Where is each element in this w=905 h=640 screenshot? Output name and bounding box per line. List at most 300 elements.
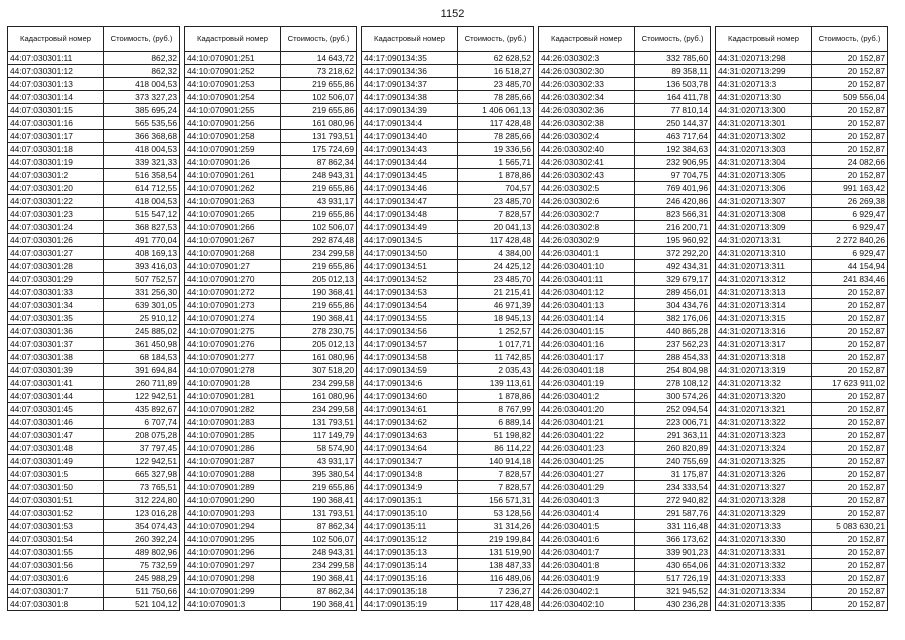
cadastral-number-cell: 44:07:030301:17: [8, 130, 104, 143]
table-row: [362, 247, 534, 260]
cost-cell: 769 401,96: [635, 182, 711, 195]
cost-cell: 190 368,41: [281, 286, 357, 299]
cadastral-number-cell: 44:31:020713:321: [716, 403, 812, 416]
table-row: [8, 195, 180, 208]
table-row: [716, 208, 888, 221]
cost-cell: 234 299,58: [281, 247, 357, 260]
table-row: [8, 117, 180, 130]
cadastral-number-cell: 44:17:090134:57: [362, 338, 458, 351]
cadastral-number-cell: 44:26:030302:40: [539, 143, 635, 156]
table-row: [362, 91, 534, 104]
header-cost: Стоимость, (руб.): [281, 27, 357, 52]
cadastral-number-cell: 44:10:070901:267: [185, 234, 281, 247]
cost-cell: 511 750,66: [104, 585, 180, 598]
cadastral-number-cell: 44:17:090134:46: [362, 182, 458, 195]
table-row: [185, 494, 357, 507]
cost-cell: 6 889,14: [458, 416, 534, 429]
table-row: [716, 416, 888, 429]
table-row: [716, 598, 888, 611]
cost-cell: 1 878,86: [458, 169, 534, 182]
cost-cell: 122 942,51: [104, 390, 180, 403]
table-row: [362, 221, 534, 234]
cadastral-number-cell: 44:26:030401:17: [539, 351, 635, 364]
table-row: [8, 546, 180, 559]
cadastral-number-cell: 44:07:030301:35: [8, 312, 104, 325]
cost-cell: 131 793,51: [281, 507, 357, 520]
cadastral-number-cell: 44:10:070901:298: [185, 572, 281, 585]
table-row: [362, 143, 534, 156]
header-cadastral-number: Кадастровый номер: [185, 27, 281, 52]
table-row: [8, 104, 180, 117]
table-row: [539, 325, 711, 338]
cost-cell: 25 910,12: [104, 312, 180, 325]
cost-cell: 614 712,55: [104, 182, 180, 195]
cost-cell: 8 767,99: [458, 403, 534, 416]
cadastral-number-cell: 44:26:030302:43: [539, 169, 635, 182]
cadastral-number-cell: 44:26:030402:1: [539, 585, 635, 598]
cadastral-number-cell: 44:17:090134:63: [362, 429, 458, 442]
cost-cell: 368 827,53: [104, 221, 180, 234]
cost-cell: 43 931,17: [281, 195, 357, 208]
cadastral-number-cell: 44:26:030401:21: [539, 416, 635, 429]
cadastral-number-cell: 44:17:090134:39: [362, 104, 458, 117]
cost-cell: 44 154,94: [812, 260, 888, 273]
table-row: [716, 260, 888, 273]
cadastral-number-cell: 44:26:030401:18: [539, 364, 635, 377]
cadastral-number-cell: 44:31:020713:334: [716, 585, 812, 598]
cadastral-number-cell: 44:26:030302:38: [539, 117, 635, 130]
table-row: [362, 429, 534, 442]
table-row: [539, 416, 711, 429]
table-row: [185, 65, 357, 78]
cost-cell: 20 041,13: [458, 221, 534, 234]
cost-cell: 205 012,13: [281, 338, 357, 351]
cadastral-number-cell: 44:10:070901:282: [185, 403, 281, 416]
table-row: [716, 390, 888, 403]
cost-cell: 20 152,87: [812, 455, 888, 468]
cadastral-number-cell: 44:07:030301:20: [8, 182, 104, 195]
table-row: [185, 104, 357, 117]
cost-cell: 20 152,87: [812, 494, 888, 507]
table-row: [539, 520, 711, 533]
table-row: [8, 78, 180, 91]
table-row: [539, 390, 711, 403]
table-row: [185, 533, 357, 546]
cost-cell: 20 152,87: [812, 52, 888, 65]
cost-cell: 440 865,28: [635, 325, 711, 338]
cost-cell: 20 152,87: [812, 429, 888, 442]
table-row: [539, 442, 711, 455]
table-row: [539, 234, 711, 247]
cost-cell: 5 083 630,21: [812, 520, 888, 533]
cadastral-number-cell: 44:26:030302:6: [539, 195, 635, 208]
cadastral-number-cell: 44:31:020713:326: [716, 468, 812, 481]
table-row: [716, 507, 888, 520]
table-row: [8, 494, 180, 507]
cadastral-number-cell: 44:17:090135:14: [362, 559, 458, 572]
cadastral-number-cell: 44:07:030301:23: [8, 208, 104, 221]
table-row: [185, 598, 357, 611]
table-row: [362, 299, 534, 312]
table-row: [8, 260, 180, 273]
cost-cell: 24 082,66: [812, 156, 888, 169]
cadastral-table-3: [361, 26, 534, 611]
cadastral-number-cell: 44:10:070901:287: [185, 455, 281, 468]
table-row: [185, 481, 357, 494]
cadastral-number-cell: 44:10:070901:262: [185, 182, 281, 195]
cost-cell: 86 114,22: [458, 442, 534, 455]
table-row: [185, 312, 357, 325]
cadastral-number-cell: 44:31:020713:327: [716, 481, 812, 494]
table-row: [185, 572, 357, 585]
cadastral-number-cell: 44:17:090134:51: [362, 260, 458, 273]
cadastral-number-cell: 44:10:070901:281: [185, 390, 281, 403]
cost-cell: 122 942,51: [104, 455, 180, 468]
cadastral-number-cell: 44:17:090134:5: [362, 234, 458, 247]
table-row: [185, 377, 357, 390]
table-row: [539, 221, 711, 234]
cadastral-number-cell: 44:17:090135:12: [362, 533, 458, 546]
table-row: [185, 78, 357, 91]
cadastral-number-cell: 44:17:090135:1: [362, 494, 458, 507]
table-row: [362, 104, 534, 117]
cadastral-number-cell: 44:31:020713:319: [716, 364, 812, 377]
cost-cell: 521 104,12: [104, 598, 180, 611]
table-row: [8, 156, 180, 169]
table-row: [539, 481, 711, 494]
cost-cell: 190 368,41: [281, 312, 357, 325]
cost-cell: 219 655,86: [281, 104, 357, 117]
cost-cell: 20 152,87: [812, 507, 888, 520]
cost-cell: 219 655,86: [281, 208, 357, 221]
cost-cell: 97 704,75: [635, 169, 711, 182]
table-row: [185, 546, 357, 559]
cadastral-number-cell: 44:26:030302:36: [539, 104, 635, 117]
cost-cell: 192 384,63: [635, 143, 711, 156]
cost-cell: 372 292,20: [635, 247, 711, 260]
table-row: [362, 533, 534, 546]
cost-cell: 6 707,74: [104, 416, 180, 429]
cost-cell: 51 198,82: [458, 429, 534, 442]
cadastral-number-cell: 44:07:030301:12: [8, 65, 104, 78]
table-row: [716, 442, 888, 455]
cost-cell: 240 755,69: [635, 455, 711, 468]
table-row: [185, 468, 357, 481]
cadastral-number-cell: 44:26:030401:29: [539, 481, 635, 494]
table-row: [716, 520, 888, 533]
header-cadastral-number: Кадастровый номер: [539, 27, 635, 52]
cost-cell: 20 152,87: [812, 390, 888, 403]
table-row: [8, 325, 180, 338]
cadastral-number-cell: 44:07:030301:46: [8, 416, 104, 429]
cost-cell: 156 571,31: [458, 494, 534, 507]
cadastral-number-cell: 44:26:030401:11: [539, 273, 635, 286]
table-row: [8, 364, 180, 377]
cadastral-number-cell: 44:10:070901:288: [185, 468, 281, 481]
table-row: [8, 351, 180, 364]
cost-cell: 7 828,57: [458, 468, 534, 481]
cadastral-number-cell: 44:10:070901:253: [185, 78, 281, 91]
cost-cell: 665 327,98: [104, 468, 180, 481]
cost-cell: 272 940,82: [635, 494, 711, 507]
cost-cell: 289 456,01: [635, 286, 711, 299]
cadastral-number-cell: 44:10:070901:285: [185, 429, 281, 442]
cadastral-number-cell: 44:17:090134:43: [362, 143, 458, 156]
table-row: [8, 481, 180, 494]
cost-cell: 20 152,87: [812, 130, 888, 143]
cadastral-number-cell: 44:31:020713:316: [716, 325, 812, 338]
cost-cell: 354 074,43: [104, 520, 180, 533]
cost-cell: 408 169,13: [104, 247, 180, 260]
table-row: [362, 208, 534, 221]
table-row: [716, 481, 888, 494]
table-row: [539, 195, 711, 208]
table-row: [716, 182, 888, 195]
cadastral-number-cell: 44:26:030401:5: [539, 520, 635, 533]
table-row: [362, 572, 534, 585]
cadastral-number-cell: 44:10:070901:27: [185, 260, 281, 273]
table-row: [362, 559, 534, 572]
cost-cell: 219 655,86: [281, 481, 357, 494]
table-row: [539, 182, 711, 195]
cadastral-number-cell: 44:31:020713:325: [716, 455, 812, 468]
cadastral-number-cell: 44:26:030401:6: [539, 533, 635, 546]
cost-cell: 489 802,96: [104, 546, 180, 559]
cost-cell: 89 358,11: [635, 65, 711, 78]
cadastral-number-cell: 44:31:020713:304: [716, 156, 812, 169]
table-row: [185, 273, 357, 286]
cost-cell: 288 454,33: [635, 351, 711, 364]
cost-cell: 20 152,87: [812, 351, 888, 364]
header-cost: Стоимость, (руб.): [635, 27, 711, 52]
table-row: [362, 455, 534, 468]
cost-cell: 245 885,02: [104, 325, 180, 338]
cadastral-number-cell: 44:26:030302:33: [539, 78, 635, 91]
cost-cell: 492 434,31: [635, 260, 711, 273]
cost-cell: 418 004,53: [104, 78, 180, 91]
table-row: [539, 273, 711, 286]
cadastral-number-cell: 44:26:030302:8: [539, 221, 635, 234]
table-row: [362, 598, 534, 611]
cost-cell: 435 892,67: [104, 403, 180, 416]
cost-cell: 117 428,48: [458, 598, 534, 611]
table-row: [539, 585, 711, 598]
cost-cell: 43 931,17: [281, 455, 357, 468]
table-row: [8, 299, 180, 312]
cadastral-number-cell: 44:31:020713:312: [716, 273, 812, 286]
cadastral-number-cell: 44:26:030401:15: [539, 325, 635, 338]
cadastral-number-cell: 44:07:030301:15: [8, 104, 104, 117]
table-row: [716, 117, 888, 130]
cost-cell: 219 655,86: [281, 299, 357, 312]
cadastral-number-cell: 44:17:090134:49: [362, 221, 458, 234]
table-row: [716, 468, 888, 481]
cadastral-number-cell: 44:31:020713:302: [716, 130, 812, 143]
table-row: [539, 494, 711, 507]
cost-cell: 517 726,19: [635, 572, 711, 585]
cost-cell: 75 732,59: [104, 559, 180, 572]
table-row: [185, 520, 357, 533]
table-row: [362, 520, 534, 533]
cadastral-number-cell: 44:10:070901:294: [185, 520, 281, 533]
cost-cell: 117 428,48: [458, 117, 534, 130]
cadastral-number-cell: 44:17:090134:40: [362, 130, 458, 143]
table-row: [185, 351, 357, 364]
cadastral-number-cell: 44:17:090135:11: [362, 520, 458, 533]
cost-cell: 509 556,04: [812, 91, 888, 104]
cadastral-number-cell: 44:07:030301:39: [8, 364, 104, 377]
table-row: [362, 52, 534, 65]
cadastral-number-cell: 44:26:030402:10: [539, 598, 635, 611]
cadastral-number-cell: 44:17:090134:50: [362, 247, 458, 260]
table-row: [8, 247, 180, 260]
table-row: [716, 572, 888, 585]
table-row: [185, 325, 357, 338]
cadastral-table-5: [715, 26, 888, 611]
table-row: [8, 585, 180, 598]
table-row: [716, 91, 888, 104]
cost-cell: 307 518,20: [281, 364, 357, 377]
cadastral-number-cell: 44:26:030302:5: [539, 182, 635, 195]
cost-cell: 260 820,89: [635, 442, 711, 455]
table-row: [362, 377, 534, 390]
cost-cell: 704,57: [458, 182, 534, 195]
cadastral-number-cell: 44:07:030301:45: [8, 403, 104, 416]
cadastral-number-cell: 44:17:090134:64: [362, 442, 458, 455]
table-row: [8, 182, 180, 195]
cost-cell: 195 960,92: [635, 234, 711, 247]
cost-cell: 20 152,87: [812, 559, 888, 572]
table-row: [185, 117, 357, 130]
cadastral-number-cell: 44:31:020713:310: [716, 247, 812, 260]
cost-cell: 20 152,87: [812, 299, 888, 312]
cost-cell: 20 152,87: [812, 481, 888, 494]
cadastral-number-cell: 44:17:090134:8: [362, 468, 458, 481]
cadastral-number-cell: 44:10:070901:261: [185, 169, 281, 182]
cost-cell: 20 152,87: [812, 104, 888, 117]
cost-cell: 175 724,69: [281, 143, 357, 156]
table-row: [716, 169, 888, 182]
header-cost: Стоимость, (руб.): [458, 27, 534, 52]
table-row: [716, 130, 888, 143]
cost-cell: 234 333,54: [635, 481, 711, 494]
table-row: [539, 156, 711, 169]
table-row: [716, 533, 888, 546]
cadastral-number-cell: 44:31:020713:305: [716, 169, 812, 182]
table-row: [185, 260, 357, 273]
cadastral-number-cell: 44:17:090134:61: [362, 403, 458, 416]
cadastral-number-cell: 44:31:020713:311: [716, 260, 812, 273]
cost-cell: 6 929,47: [812, 247, 888, 260]
cost-cell: 20 152,87: [812, 468, 888, 481]
table-row: [8, 520, 180, 533]
table-row: [185, 442, 357, 455]
cadastral-number-cell: 44:31:020713:306: [716, 182, 812, 195]
cadastral-number-cell: 44:07:030301:50: [8, 481, 104, 494]
cadastral-number-cell: 44:17:090134:52: [362, 273, 458, 286]
cost-cell: 241 834,46: [812, 273, 888, 286]
table-row: [362, 117, 534, 130]
cadastral-number-cell: 44:26:030401:16: [539, 338, 635, 351]
cadastral-number-cell: 44:07:030301:52: [8, 507, 104, 520]
cost-cell: 823 566,31: [635, 208, 711, 221]
cadastral-number-cell: 44:17:090135:16: [362, 572, 458, 585]
cost-cell: 53 128,56: [458, 507, 534, 520]
cost-cell: 117 149,79: [281, 429, 357, 442]
table-row: [8, 65, 180, 78]
cost-cell: 87 862,34: [281, 585, 357, 598]
table-row: [716, 494, 888, 507]
header-cadastral-number: Кадастровый номер: [362, 27, 458, 52]
cadastral-number-cell: 44:07:030301:22: [8, 195, 104, 208]
cadastral-number-cell: 44:26:030401:9: [539, 572, 635, 585]
cadastral-number-cell: 44:31:020713:3: [716, 78, 812, 91]
table-row: [716, 364, 888, 377]
table-row: [539, 533, 711, 546]
table-row: [8, 533, 180, 546]
cadastral-number-cell: 44:07:030301:56: [8, 559, 104, 572]
cost-cell: 20 152,87: [812, 312, 888, 325]
cost-cell: 252 094,54: [635, 403, 711, 416]
cadastral-number-cell: 44:10:070901:26: [185, 156, 281, 169]
cadastral-number-cell: 44:10:070901:274: [185, 312, 281, 325]
table-row: [362, 403, 534, 416]
table-row: [185, 91, 357, 104]
table-row: [539, 429, 711, 442]
cadastral-number-cell: 44:17:090134:36: [362, 65, 458, 78]
cadastral-number-cell: 44:17:090134:53: [362, 286, 458, 299]
cadastral-number-cell: 44:07:030301:2: [8, 169, 104, 182]
cost-cell: 20 152,87: [812, 442, 888, 455]
cadastral-number-cell: 44:17:090134:55: [362, 312, 458, 325]
table-row: [539, 598, 711, 611]
cadastral-number-cell: 44:26:030401:20: [539, 403, 635, 416]
cost-cell: 26 269,38: [812, 195, 888, 208]
cadastral-number-cell: 44:10:070901:290: [185, 494, 281, 507]
table-row: [8, 52, 180, 65]
cadastral-number-cell: 44:07:030301:6: [8, 572, 104, 585]
cost-cell: 4 384,00: [458, 247, 534, 260]
cost-cell: 58 574,90: [281, 442, 357, 455]
table-row: [8, 507, 180, 520]
cadastral-number-cell: 44:10:070901:299: [185, 585, 281, 598]
table-row: [539, 377, 711, 390]
table-row: [185, 156, 357, 169]
table-row: [185, 130, 357, 143]
table-row: [185, 403, 357, 416]
cadastral-number-cell: 44:26:030302:41: [539, 156, 635, 169]
cost-cell: 312 224,80: [104, 494, 180, 507]
table-row: [8, 559, 180, 572]
cost-cell: 123 016,28: [104, 507, 180, 520]
table-row: [539, 403, 711, 416]
cadastral-number-cell: 44:31:020713:329: [716, 507, 812, 520]
table-row: [362, 546, 534, 559]
table-row: [716, 585, 888, 598]
table-row: [362, 416, 534, 429]
cost-cell: 219 655,86: [281, 260, 357, 273]
cadastral-number-cell: 44:31:020713:315: [716, 312, 812, 325]
cost-cell: 7 828,57: [458, 208, 534, 221]
table-row: [539, 455, 711, 468]
cost-cell: 78 285,66: [458, 91, 534, 104]
cost-cell: 331 256,30: [104, 286, 180, 299]
cost-cell: 46 971,39: [458, 299, 534, 312]
cost-cell: 862,32: [104, 65, 180, 78]
table-row: [185, 429, 357, 442]
table-row: [8, 403, 180, 416]
cadastral-number-cell: 44:17:090134:38: [362, 91, 458, 104]
